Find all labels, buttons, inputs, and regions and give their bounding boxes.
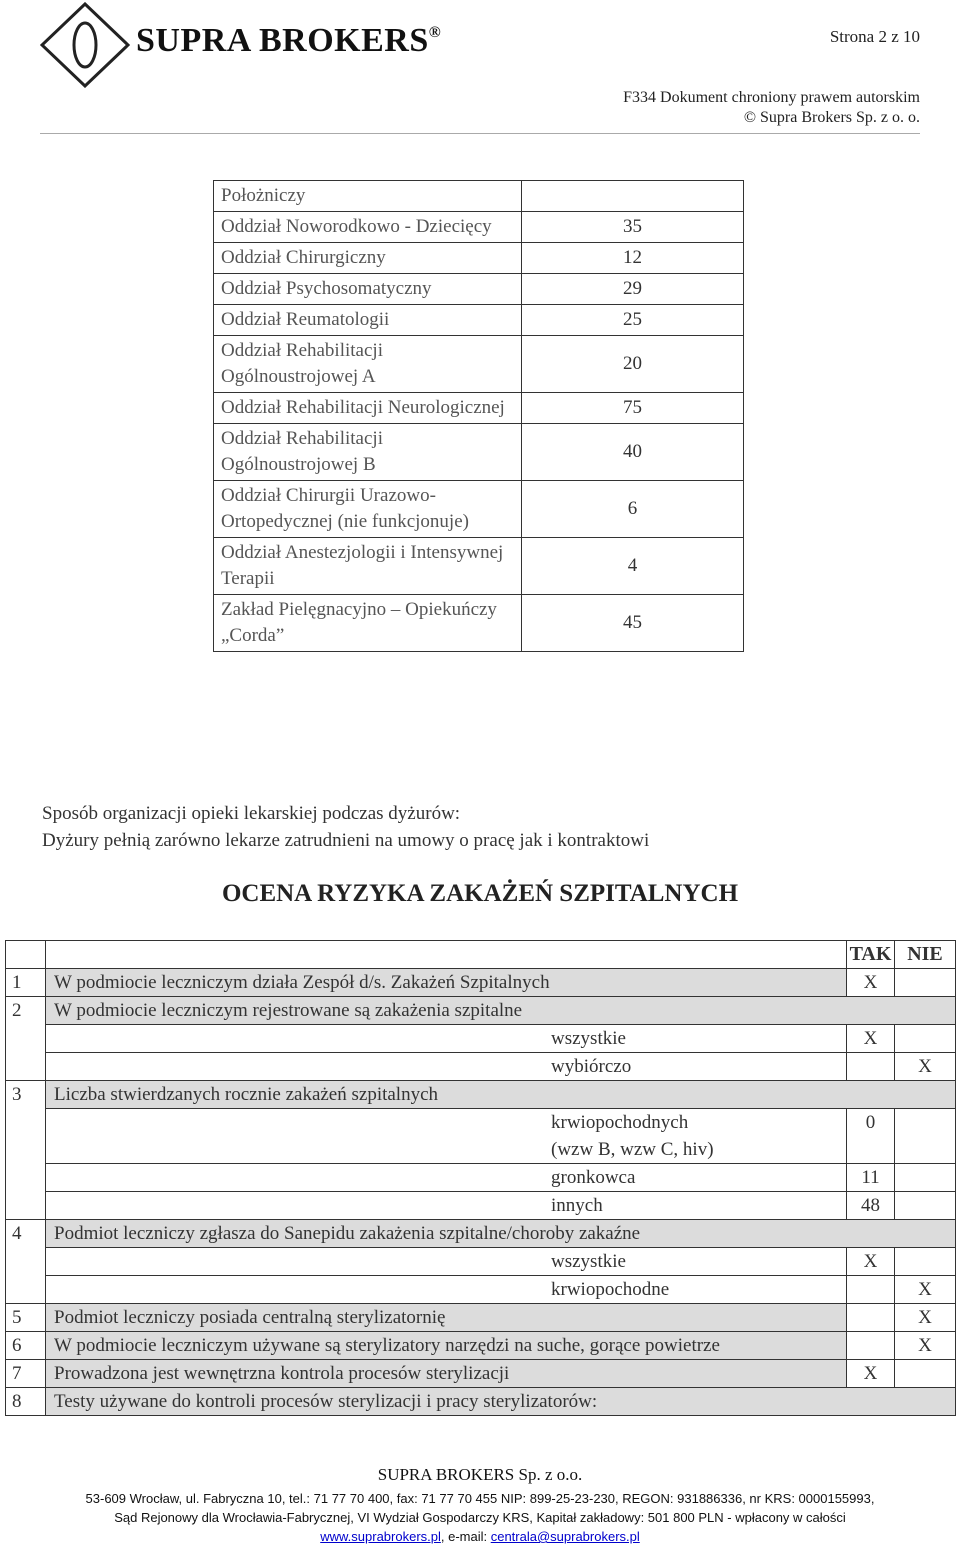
answer-nie bbox=[895, 1360, 956, 1388]
question-number: 1 bbox=[6, 969, 46, 997]
section-heading: OCENA RYZYKA ZAKAŻEŃ SZPITALNYCH bbox=[221, 880, 739, 907]
table-row bbox=[6, 969, 956, 997]
ward-name: Położniczy bbox=[214, 181, 522, 212]
answer-tak bbox=[847, 1304, 895, 1332]
ward-row bbox=[214, 181, 744, 212]
question-number: 5 bbox=[6, 1304, 46, 1332]
duty-organization-label: Sposób organizacji opieki lekarskiej podczas dyżurów: bbox=[42, 803, 461, 824]
col-nie-header: NIE bbox=[895, 941, 956, 969]
footer-contact bbox=[0, 1527, 960, 1546]
table-row bbox=[6, 1360, 956, 1388]
question-number: 3 bbox=[6, 1081, 46, 1220]
copyright-notice: F334 Dokument chroniony prawem autorskim bbox=[623, 89, 920, 106]
answer-nie bbox=[895, 1248, 956, 1276]
ward-name: Oddział Reumatologii bbox=[214, 305, 522, 336]
table-row bbox=[6, 1025, 956, 1053]
col-tak-header: TAK bbox=[847, 941, 895, 969]
ward-beds: 29 bbox=[522, 274, 744, 305]
question-number: 7 bbox=[6, 1360, 46, 1388]
table-row bbox=[6, 1304, 956, 1332]
question-number: 2 bbox=[6, 997, 46, 1081]
ward-name: Oddział Anestezjologii i Intensywnej Terapii bbox=[214, 538, 522, 595]
email-link[interactable]: centrala@suprabrokers.pl bbox=[490, 1529, 640, 1544]
ward-beds: 75 bbox=[522, 393, 744, 424]
ward-name: Oddział Rehabilitacji Ogólnoustrojowej A bbox=[214, 336, 522, 393]
option-text: wybiórczo bbox=[46, 1053, 847, 1081]
website-link[interactable]: www.suprabrokers.pl bbox=[320, 1529, 441, 1544]
ward-name: Oddział Rehabilitacji Neurologicznej bbox=[214, 393, 522, 424]
duty-organization bbox=[42, 800, 649, 854]
answer-count: 11 bbox=[847, 1164, 895, 1192]
table-row bbox=[6, 997, 956, 1025]
option-text: krwiopochodnych (wzw B, wzw C, hiv) bbox=[46, 1109, 847, 1164]
answer-nie bbox=[895, 969, 956, 997]
ward-row bbox=[214, 243, 744, 274]
question-text: Podmiot leczniczy posiada centralną sterylizatornię bbox=[46, 1304, 847, 1332]
ward-row bbox=[214, 424, 744, 481]
ward-name: Oddział Psychosomatyczny bbox=[214, 274, 522, 305]
ward-beds: 6 bbox=[522, 481, 744, 538]
duty-organization-text: Dyżury pełnią zarówno lekarze zatrudnieni na umowy o pracę jak i kontraktowi bbox=[42, 830, 650, 851]
question-text: Testy używane do kontroli procesów sterylizacji i pracy sterylizatorów: bbox=[46, 1388, 956, 1416]
brand-name: SUPRA BROKERS® bbox=[136, 22, 442, 59]
option-text: wszystkie bbox=[46, 1025, 847, 1053]
risk-table bbox=[5, 940, 956, 1416]
table-row bbox=[6, 1164, 956, 1192]
answer-nie: X bbox=[895, 1304, 956, 1332]
question-number: 6 bbox=[6, 1332, 46, 1360]
option-text: innych bbox=[46, 1192, 847, 1220]
answer-tak: X bbox=[847, 1248, 895, 1276]
copyright-owner: © Supra Brokers Sp. z o. o. bbox=[743, 109, 920, 126]
table-row bbox=[6, 1081, 956, 1109]
ward-beds: 25 bbox=[522, 305, 744, 336]
ward-beds: 20 bbox=[522, 336, 744, 393]
ward-row bbox=[214, 595, 744, 652]
option-text: wszystkie bbox=[46, 1248, 847, 1276]
answer-nie: X bbox=[895, 1053, 956, 1081]
answer-nie: X bbox=[895, 1332, 956, 1360]
answer-nie: X bbox=[895, 1276, 956, 1304]
ward-name: Oddział Rehabilitacji Ogólnoustrojowej B bbox=[214, 424, 522, 481]
ward-name: Oddział Chirurgii Urazowo-Ortopedycznej (nie funkcjonuje) bbox=[214, 481, 522, 538]
ward-name: Oddział Chirurgiczny bbox=[214, 243, 522, 274]
document-info bbox=[623, 88, 920, 128]
page-footer bbox=[0, 1465, 960, 1546]
option-text: krwiopochodne bbox=[46, 1276, 847, 1304]
table-row bbox=[6, 1192, 956, 1220]
supra-brokers-logo-icon bbox=[40, 2, 130, 88]
answer-tak: X bbox=[847, 1025, 895, 1053]
question-number: 4 bbox=[6, 1220, 46, 1304]
question-text: W podmiocie leczniczym używane są sterylizatory narzędzi na suche, gorące powietrze bbox=[46, 1332, 847, 1360]
answer-count: 0 bbox=[847, 1109, 895, 1164]
ward-row bbox=[214, 212, 744, 243]
wards-table bbox=[213, 180, 744, 652]
ward-beds: 4 bbox=[522, 538, 744, 595]
table-row bbox=[6, 1276, 956, 1304]
answer-tak: X bbox=[847, 969, 895, 997]
answer-tak bbox=[847, 1276, 895, 1304]
table-row bbox=[6, 1248, 956, 1276]
email-label: , e-mail: bbox=[440, 1529, 491, 1544]
answer-count: 48 bbox=[847, 1192, 895, 1220]
footer-registry: Sąd Rejonowy dla Wrocławia-Fabrycznej, VI Wydział Gospodarczy KRS, Kapitał zakładowy: 501 800 PLN - wpłacony w całości bbox=[114, 1510, 846, 1525]
ward-row bbox=[214, 538, 744, 595]
question-text: W podmiocie leczniczym działa Zespół d/s. Zakażeń Szpitalnych bbox=[46, 969, 847, 997]
table-row bbox=[6, 1109, 956, 1164]
ward-row bbox=[214, 274, 744, 305]
question-text: Prowadzona jest wewnętrzna kontrola procesów sterylizacji bbox=[46, 1360, 847, 1388]
ward-beds: 40 bbox=[522, 424, 744, 481]
answer-tak bbox=[847, 1332, 895, 1360]
answer-tak bbox=[847, 1053, 895, 1081]
question-text: Podmiot leczniczy zgłasza do Sanepidu zakażenia szpitalne/choroby zakaźne bbox=[46, 1220, 956, 1248]
question-text: Liczba stwierdzanych rocznie zakażeń szpitalnych bbox=[46, 1081, 956, 1109]
ward-beds: 45 bbox=[522, 595, 744, 652]
table-row bbox=[6, 1332, 956, 1360]
ward-name: Oddział Noworodkowo - Dziecięcy bbox=[214, 212, 522, 243]
ward-row bbox=[214, 481, 744, 538]
footer-company: SUPRA BROKERS Sp. z o.o. bbox=[377, 1465, 583, 1484]
table-row bbox=[6, 1388, 956, 1416]
table-row bbox=[6, 1220, 956, 1248]
ward-beds: 35 bbox=[522, 212, 744, 243]
footer-address: 53-609 Wrocław, ul. Fabryczna 10, tel.: 71 77 70 400, fax: 71 77 70 455 NIP: 899-25-23-230, REGON: 931886336, nr KRS: 0000155993, bbox=[85, 1491, 875, 1506]
ward-row bbox=[214, 393, 744, 424]
ward-row bbox=[214, 336, 744, 393]
ward-row bbox=[214, 305, 744, 336]
page-number: Strona 2 z 10 bbox=[829, 27, 920, 46]
answer-tak: X bbox=[847, 1360, 895, 1388]
question-text: W podmiocie leczniczym rejestrowane są zakażenia szpitalne bbox=[46, 997, 956, 1025]
header-divider bbox=[40, 133, 920, 134]
question-number: 8 bbox=[6, 1388, 46, 1416]
ward-name: Zakład Pielęgnacyjno – Opiekuńczy „Corda” bbox=[214, 595, 522, 652]
answer-nie bbox=[895, 1025, 956, 1053]
table-row bbox=[6, 1053, 956, 1081]
option-text: gronkowca bbox=[46, 1164, 847, 1192]
ward-beds: 12 bbox=[522, 243, 744, 274]
ward-beds bbox=[522, 181, 744, 212]
risk-header-row bbox=[6, 941, 956, 969]
